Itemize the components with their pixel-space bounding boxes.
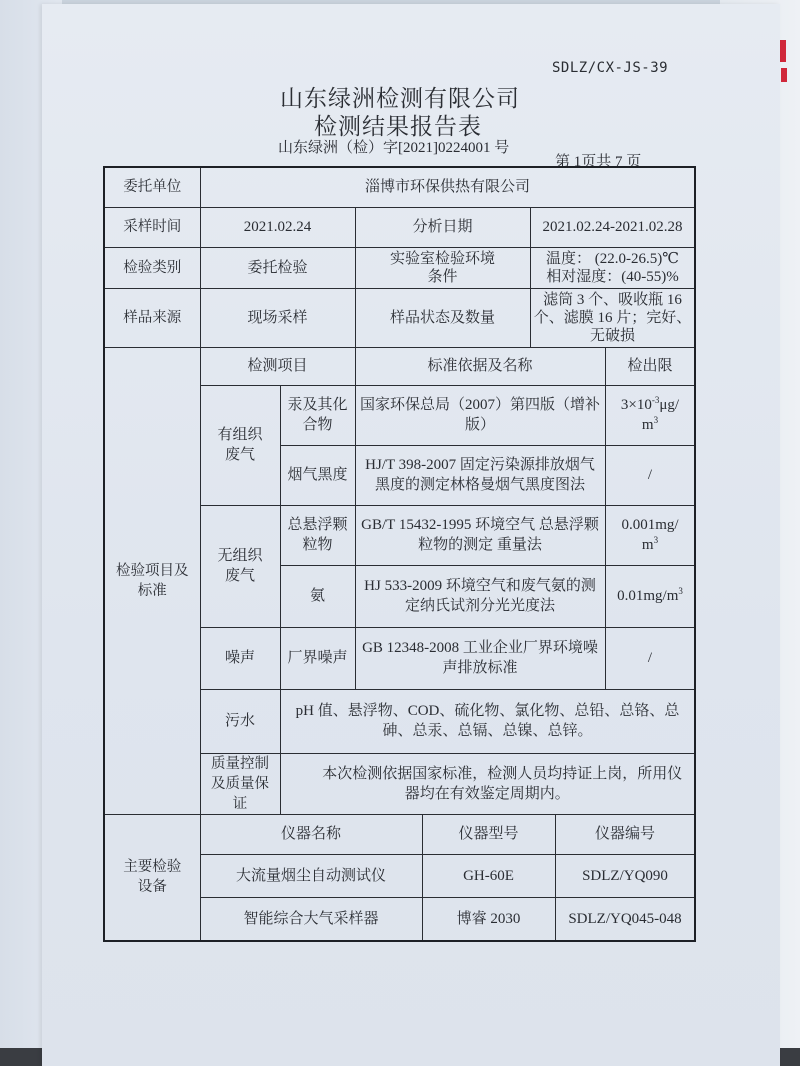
- category-fugitive-gas: 无组织废气: [200, 505, 280, 627]
- col-header-instrument-number: 仪器编号: [555, 814, 695, 854]
- item-standard: HJ/T 398-2007 固定污染源排放烟气黑度的测定林格曼烟气黑度图法: [355, 445, 605, 505]
- col-header-standard: 标准依据及名称: [355, 347, 605, 385]
- category-organized-gas: 有组织废气: [200, 385, 280, 505]
- item-standard: GB 12348-2008 工业企业厂界环境噪声排放标准: [355, 627, 605, 689]
- col-header-instrument-name: 仪器名称: [200, 814, 422, 854]
- qc-text: 本次检测依据国家标准，检测人员均持证上岗，所用仪器均在有效鉴定周期内。: [280, 753, 695, 814]
- row-dates: [104, 207, 695, 247]
- instrument-model: 博睿 2030: [422, 897, 555, 941]
- lab-env-temp: 温度： (22.0-26.5)℃: [545, 250, 679, 267]
- item-limit: /: [605, 445, 695, 505]
- item-limit: /: [605, 627, 695, 689]
- col-header-instrument-model: 仪器型号: [422, 814, 555, 854]
- instrument-number: SDLZ/YQ045-048: [555, 897, 695, 941]
- report-number: 山东绿洲（检）字[2021]0224001 号: [278, 140, 510, 156]
- item-limit: 0.001mg/ $m^3$: [605, 505, 695, 565]
- equipment-header-row: [104, 814, 695, 854]
- instrument-name: 大流量烟尘自动测试仪: [200, 854, 422, 897]
- item-limit: $3\times 10^{-3}\mu g/$ $m^3$: [605, 385, 695, 445]
- item-name: 烟气黑度: [280, 445, 355, 505]
- report-table: [103, 166, 696, 942]
- qc-label: 质量控制及质量保证: [200, 753, 280, 814]
- inspection-type-value: 委托检验: [200, 247, 355, 288]
- client-value: 淄博市环保供热有限公司: [200, 167, 695, 207]
- instrument-number: SDLZ/YQ090: [555, 854, 695, 897]
- col-header-item: 检测项目: [200, 347, 355, 385]
- category-wastewater: 污水: [200, 689, 280, 753]
- analysis-date-value: 2021.02.24-2021.02.28: [530, 207, 695, 247]
- wastewater-items: pH 值、悬浮物、COD、硫化物、氯化物、总铅、总铬、总砷、总汞、总镉、总镍、总锌。: [280, 689, 695, 753]
- instrument-name: 智能综合大气采样器: [200, 897, 422, 941]
- report-title: 检测结果报告表: [314, 114, 482, 140]
- sampling-time-value: 2021.02.24: [200, 207, 355, 247]
- item-limit: $0.01mg/m^3$: [605, 565, 695, 627]
- sample-status-value: 滤筒 3 个、吸收瓶 16 个、滤膜 16 片；完好、无破损: [530, 288, 695, 347]
- item-name: 氨: [280, 565, 355, 627]
- col-header-limit: 检出限: [605, 347, 695, 385]
- lab-env-value: [530, 247, 695, 288]
- item-standard: GB/T 15432-1995 环境空气 总悬浮颗粒物的测定 重量法: [355, 505, 605, 565]
- item-standard: HJ 533-2009 环境空气和废气氨的测定纳氏试剂分光光度法: [355, 565, 605, 627]
- item-name: 总悬浮颗粒物: [280, 505, 355, 565]
- item-name: 厂界噪声: [280, 627, 355, 689]
- sampling-time-label: 采样时间: [104, 207, 200, 247]
- analysis-date-label: 分析日期: [355, 207, 530, 247]
- item-name: 汞及其化合物: [280, 385, 355, 445]
- items-section-label: 检验项目及标准: [104, 347, 200, 814]
- row-sample: [104, 288, 695, 347]
- inspection-type-label: 检验类别: [104, 247, 200, 288]
- client-label: 委托单位: [104, 167, 200, 207]
- item-standard: 国家环保总局（2007）第四版（增补版）: [355, 385, 605, 445]
- company-name: 山东绿洲检测有限公司: [280, 86, 520, 112]
- sample-source-label: 样品来源: [104, 288, 200, 347]
- sample-status-label: 样品状态及数量: [355, 288, 530, 347]
- row-client: [104, 167, 695, 207]
- row-inspection: [104, 247, 695, 288]
- document-code: SDLZ/CX-JS-39: [552, 60, 669, 76]
- equipment-label: 主要检验设备: [104, 814, 200, 941]
- lab-env-label: 实验室检验环境条件: [355, 247, 530, 288]
- category-noise: 噪声: [200, 627, 280, 689]
- red-stamp-fragment: [781, 68, 787, 82]
- page-indicator: 第 1页共 7 页: [555, 154, 642, 170]
- instrument-model: GH-60E: [422, 854, 555, 897]
- lab-env-humidity: 相对湿度：(40-55)%: [546, 268, 679, 285]
- sample-source-value: 现场采样: [200, 288, 355, 347]
- items-header-row: [104, 347, 695, 385]
